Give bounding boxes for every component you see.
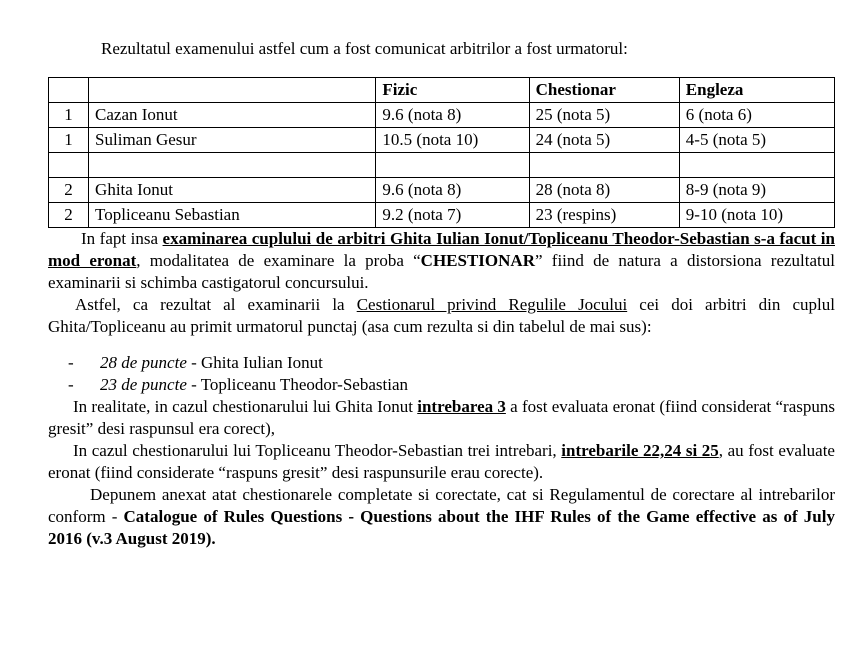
table-cell-rank: 1: [49, 128, 89, 153]
score-value: 23 de puncte: [100, 375, 187, 394]
list-item-score: [48, 374, 835, 396]
text-run: In fapt insa: [81, 229, 163, 248]
text-run-bold-underline: intrebarile 22,24 si 25: [561, 441, 719, 460]
table-cell-chestionar: 24 (nota 5): [529, 128, 679, 153]
paragraph-topliceanu-questions: [48, 440, 835, 484]
table-header-cell-fizic: Fizic: [376, 78, 529, 103]
text-run-underline: Cestionarul privind Regulile Jocului: [356, 295, 628, 314]
table-row: [49, 128, 835, 153]
table-cell-engleza: 8-9 (nota 9): [679, 178, 834, 203]
table-cell-engleza: 9-10 (nota 10): [679, 203, 834, 228]
text-run: Astfel, ca rezultat al examinarii la: [75, 295, 357, 314]
list-item-dash: -: [68, 353, 74, 372]
table-cell-name: Ghita Ionut: [89, 178, 376, 203]
table-cell-fizic: 9.2 (nota 7): [376, 203, 529, 228]
table-row: [49, 103, 835, 128]
paragraph-annex: [48, 484, 835, 550]
table-cell-rank: 1: [49, 103, 89, 128]
score-name: - Topliceanu Theodor-Sebastian: [186, 375, 409, 394]
table-cell-rank: [49, 153, 89, 178]
table-cell-fizic: [376, 153, 529, 178]
table-cell-fizic: 9.6 (nota 8): [376, 103, 529, 128]
text-run: cei doi arbitri din cuplul Ghita/Topliceanu au primit urmatorul punctaj (asa cum rezulta si din tabelul de mai sus):: [48, 295, 835, 336]
table-cell-rank: 2: [49, 178, 89, 203]
text-run: , au fost evaluate eronat (fiind considerate “raspuns gresit” desi raspunsurile erau corecte).: [48, 441, 835, 482]
table-cell-name: Cazan Ionut: [89, 103, 376, 128]
paragraph-exam-result: [48, 294, 835, 338]
text-run: In cazul chestionarului lui Topliceanu Theodor-Sebastian trei intrebari,: [73, 441, 562, 460]
table-header-cell: [89, 78, 376, 103]
list-item-score: [48, 352, 835, 374]
table-cell-chestionar: 25 (nota 5): [529, 103, 679, 128]
table-header-cell: [49, 78, 89, 103]
results-table: [48, 77, 835, 228]
score-value: 28 de puncte: [100, 353, 187, 372]
table-cell-rank: 2: [49, 203, 89, 228]
table-header-row: [49, 78, 835, 103]
table-cell-fizic: 9.6 (nota 8): [376, 178, 529, 203]
table-cell-chestionar: [529, 153, 679, 178]
text-run-bold: CHESTIONAR: [420, 251, 535, 270]
table-cell-name: Suliman Gesur: [89, 128, 376, 153]
intro-paragraph: [48, 38, 835, 60]
text-run: In realitate, in cazul chestionarului lui Ghita Ionut: [73, 397, 418, 416]
table-header-cell-chestionar: Chestionar: [529, 78, 679, 103]
text-run-bold-underline: intrebarea 3: [417, 397, 506, 416]
table-cell-name: [89, 153, 376, 178]
paragraph-exam-error: [48, 228, 835, 294]
table-row: [49, 178, 835, 203]
table-cell-fizic: 10.5 (nota 10): [376, 128, 529, 153]
text-run: Depunem anexat atat chestionarele completate si corectate, cat si Regulamentul de corectare al intrebarilor conform -: [48, 485, 835, 526]
table-header-cell-engleza: Engleza: [679, 78, 834, 103]
table-row: [49, 203, 835, 228]
text-run: ” fiind de natura a distorsiona rezultatul examinarii si schimba castigatorul concursului.: [48, 251, 835, 292]
text-run-bold: Catalogue of Rules Questions - Questions about the IHF Rules of the Game effective as of July 2016 (v.3 August 2019).: [48, 507, 835, 548]
table-cell-engleza: 6 (nota 6): [679, 103, 834, 128]
score-name: - Ghita Iulian Ionut: [186, 353, 323, 372]
table-cell-name: Topliceanu Sebastian: [89, 203, 376, 228]
text-run: a fost evaluata eronat (fiind considerat “raspuns gresit” desi raspunsul era corect),: [48, 397, 835, 438]
table-cell-engleza: 4-5 (nota 5): [679, 128, 834, 153]
intro-text: Rezultatul examenului astfel cum a fost comunicat arbitrilor a fost urmatorul:: [101, 39, 628, 58]
paragraph-ghita-question: [48, 396, 835, 440]
score-list: [48, 352, 835, 396]
table-row-empty: [49, 153, 835, 178]
text-run: , modalitatea de examinare la proba “: [136, 251, 421, 270]
table-cell-chestionar: 28 (nota 8): [529, 178, 679, 203]
table-cell-engleza: [679, 153, 834, 178]
text-run-bold-underline: examinarea cuplului de arbitri Ghita Iulian Ionut/Topliceanu Theodor-Sebastian s-a facut in mod eronat: [48, 229, 835, 270]
list-item-dash: -: [68, 375, 74, 394]
table-cell-chestionar: 23 (respins): [529, 203, 679, 228]
